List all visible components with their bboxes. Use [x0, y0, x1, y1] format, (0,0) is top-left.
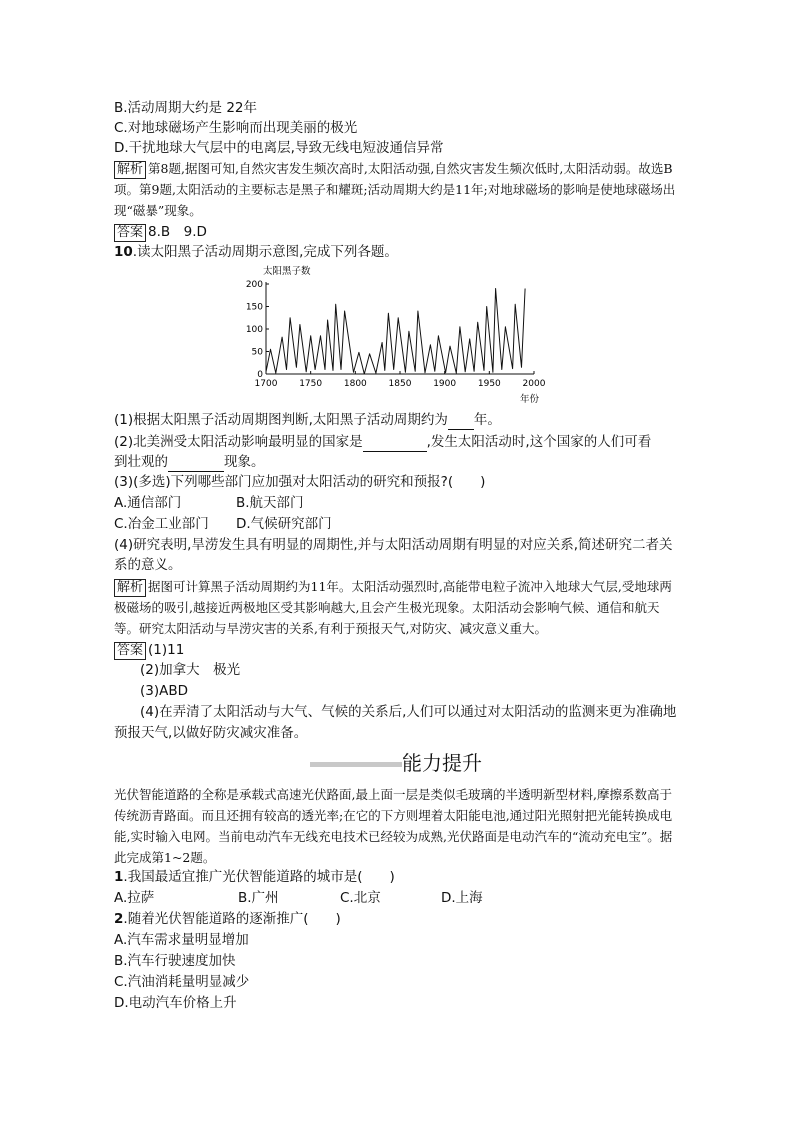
q1-stem	[114, 867, 395, 887]
q2-option-b: B.汽车行驶速度加快	[114, 953, 236, 969]
q10-sub1-suffix: 年。	[473, 412, 501, 428]
y-tick-label: 50	[251, 347, 263, 358]
x-tick-label: 1900	[433, 379, 457, 389]
y-tick-label: 100	[245, 325, 263, 335]
q2-stem	[114, 909, 341, 929]
q10-sub2-text: (2)北美洲受太阳活动影响最明显的国家是	[114, 434, 363, 450]
q10-sub2-text-d: 现象。	[224, 454, 265, 470]
q10-stem	[114, 242, 398, 262]
y-tick-label: 200	[245, 280, 263, 290]
q10-sub1-blank[interactable]	[448, 415, 474, 430]
x-tick-label: 1700	[254, 379, 278, 389]
q2-number: 2	[114, 911, 124, 927]
answer-10-3: (3)ABD	[140, 683, 189, 699]
analysis-block-8-9	[114, 158, 680, 221]
x-tick-label: 1950	[477, 379, 501, 389]
x-tick-label: 1850	[388, 379, 412, 389]
section-title: 能力提升	[402, 751, 482, 775]
answer-tag: 答案	[114, 224, 146, 242]
y-tick-label: 150	[245, 302, 263, 313]
q10-number: 10	[114, 244, 133, 260]
q2-stem-text: .随着光伏智能道路的逐渐推广( )	[123, 911, 341, 927]
q10-sub4: (4)研究表明,旱涝发生具有明显的周期性,并与太阳活动周期有明显的对应关系,简述研究二者关系的意义。	[114, 537, 673, 573]
q10-sub3-option-c: C.冶金工业部门	[114, 516, 209, 532]
section-divider-bar	[310, 762, 402, 767]
x-tick-label: 2000	[522, 379, 546, 389]
q1-stem-text: .我国最适宜推广光伏智能道路的城市是( )	[123, 869, 395, 885]
sunspot-cycle-chart	[244, 262, 554, 412]
q9-option-c: C.对地球磁场产生影响而出现美丽的极光	[114, 120, 358, 136]
x-tick-label: 1750	[299, 379, 323, 389]
answer-10-4: (4)在弄清了太阳活动与大气、气候的关系后,人们可以通过对太阳活动的监测来更为准确地预报天气,以做好防灾减灾准备。	[114, 704, 677, 741]
answer-10-1: (1)11	[148, 642, 185, 658]
q10-sub2-blank-phenomenon[interactable]	[168, 457, 224, 472]
q9-option-b: B.活动周期大约是 22年	[114, 100, 258, 116]
q1-number: 1	[114, 869, 124, 885]
analysis-tag: 解析	[114, 579, 146, 597]
chart-xlabel: 年份	[520, 394, 540, 405]
answer-block-10	[114, 640, 184, 660]
q10-sub1-text: (1)根据太阳黑子活动周期图判断,太阳黑子活动周期约为	[114, 412, 448, 428]
q2-option-d: D.电动汽车价格上升	[114, 995, 237, 1011]
q10-sub3-option-b: B.航天部门	[236, 495, 304, 511]
q9-option-d: D.干扰地球大气层中的电离层,导致无线电短波通信异常	[114, 140, 444, 156]
y-tick-label: 0	[257, 370, 263, 380]
x-tick-label: 1800	[343, 379, 367, 389]
q10-sub3: (3)(多选)下列哪些部门应加强对太阳活动的研究和预报?( )	[114, 474, 486, 490]
q1-option-a: A.拉萨	[114, 890, 155, 906]
q2-option-a: A.汽车需求量明显增加	[114, 932, 249, 948]
analysis-block-10	[114, 576, 680, 639]
answer-block-8-9	[114, 222, 207, 242]
q10-sub2-line1	[114, 432, 651, 452]
sunspot-series-line	[266, 289, 525, 375]
answer-tag: 答案	[114, 642, 146, 660]
q1-option-d: D.上海	[441, 890, 483, 906]
analysis-tag: 解析	[114, 161, 146, 179]
q10-sub2-line2	[114, 452, 265, 472]
reading-passage: 光伏智能道路的全称是承载式高速光伏路面,最上面一层是类似毛玻璃的半透明新型材料,摩擦系数高于传统沥青路面。而且还拥有较高的透光率;在它的下方则埋着太阳能电池,通过阳光照射把光能转换成电能,实时输入电网。当前电动汽车无线充电技术已经较为成熟,光伏路面是电动汽车的“流动充电宝”。据此完成第1~2题。	[114, 787, 673, 865]
q1-option-c: C.北京	[340, 890, 381, 906]
chart-series	[266, 289, 525, 375]
q10-sub3-option-a: A.通信部门	[114, 495, 182, 511]
analysis-text: 第8题,据图可知,自然灾害发生频次高时,太阳活动强,自然灾害发生频次低时,太阳活动弱。故选B项。第9题,太阳活动的主要标志是黑子和耀斑;活动周期大约是11年;对地球磁场的影响是使地球磁场出现“磁暴”现象。	[114, 161, 676, 218]
q10-sub1	[114, 410, 501, 430]
answer-10-2: (2)加拿大 极光	[140, 662, 241, 678]
q1-option-b: B.广州	[238, 890, 279, 906]
q10-sub2-text-c: 到壮观的	[114, 454, 168, 470]
answer-text: 8.B 9.D	[148, 224, 207, 240]
q2-option-c: C.汽油消耗量明显减少	[114, 974, 250, 990]
q10-sub3-option-d: D.气候研究部门	[236, 516, 332, 532]
q10-sub2-text-b: ,发生太阳活动时,这个国家的人们可看	[426, 434, 652, 450]
analysis-text: 据图可计算黑子活动周期约为11年。太阳活动强烈时,高能带电粒子流冲入地球大气层,受地球两极磁场的吸引,越接近两极地区受其影响越大,且会产生极光现象。太阳活动会影响气候、通信和航天等。研究太阳活动与旱涝灾害的关系,有利于预报天气,对防灾、减灾意义重大。	[114, 579, 672, 636]
q10-stem-text: .读太阳黑子活动周期示意图,完成下列各题。	[132, 244, 398, 260]
chart-ylabel: 太阳黑子数	[263, 266, 311, 277]
q10-sub2-blank-country[interactable]	[363, 437, 427, 452]
